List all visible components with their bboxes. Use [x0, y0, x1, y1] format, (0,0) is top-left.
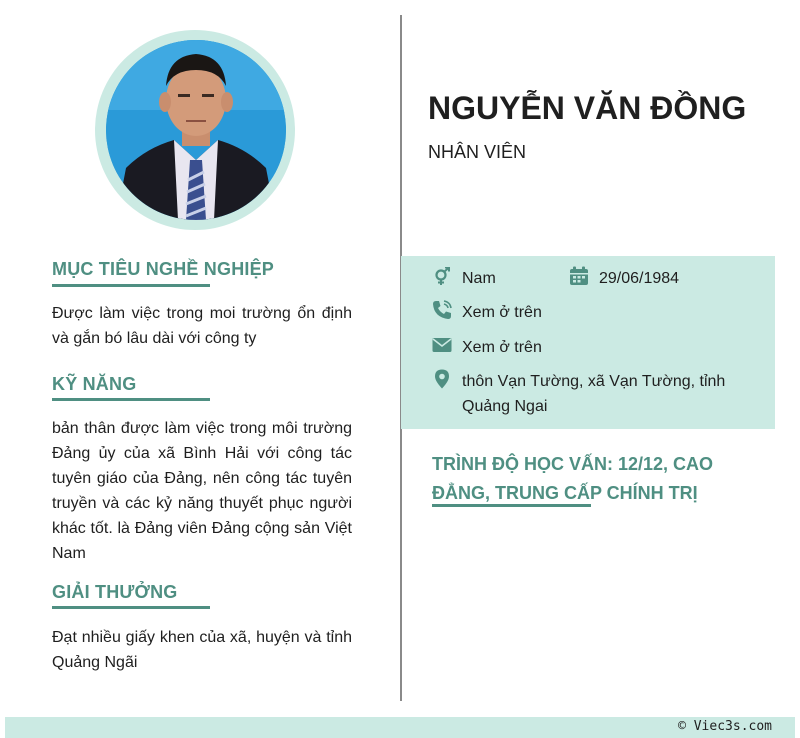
avatar — [106, 40, 286, 220]
career-goal-title: MỤC TIÊU NGHỀ NGHIỆP — [52, 259, 275, 279]
education-heading: TRÌNH ĐỘ HỌC VẤN: 12/12, CAO ĐẲNG, TRUNG CẤP CHÍNH TRỊ — [432, 454, 714, 503]
location-pin-icon — [432, 369, 452, 389]
candidate-position: NHÂN VIÊN — [428, 142, 527, 162]
gender-value: Nam — [462, 270, 496, 287]
skills-text: bản thân được làm việc trong môi trường Đảng ủy của xã Bình Hải với công tác tuyên giáo của Đảng, nên công tác tuyên truyền và các kỷ năng thuyết phục người khác tốt. là Đảng viên Đảng cộng sản Việt Nam — [52, 420, 352, 562]
awards-underline — [52, 606, 210, 609]
avatar-photo — [106, 40, 286, 220]
career-goal-underline — [52, 284, 210, 287]
mail-icon — [432, 335, 452, 355]
skills-title: KỸ NĂNG — [52, 374, 137, 394]
awards-title: GIẢI THƯỞNG — [52, 582, 178, 602]
gender-icon — [432, 267, 452, 287]
phone-value: Xem ở trên — [462, 304, 542, 321]
email-value: Xem ở trên — [462, 339, 542, 356]
awards-text: Đạt nhiều giấy khen của xã, huyện và tỉnh Quảng Ngãi — [52, 629, 352, 671]
phone-icon — [432, 300, 452, 320]
birthdate-value: 29/06/1984 — [599, 270, 680, 287]
candidate-name: NGUYỄN VĂN ĐỒNG — [428, 90, 747, 126]
calendar-icon — [569, 266, 589, 286]
career-goal-text: Được làm việc trong moi trường ổn định và gắn bó lâu dài với công ty — [52, 305, 352, 347]
address-value: thôn Vạn Tường, xã Vạn Tường, tỉnh Quảng Ngai — [462, 373, 726, 415]
skills-underline — [52, 398, 210, 401]
footer-bar — [5, 717, 795, 738]
footer-copyright: © Viec3s.com — [678, 719, 772, 734]
education-underline — [432, 504, 591, 507]
